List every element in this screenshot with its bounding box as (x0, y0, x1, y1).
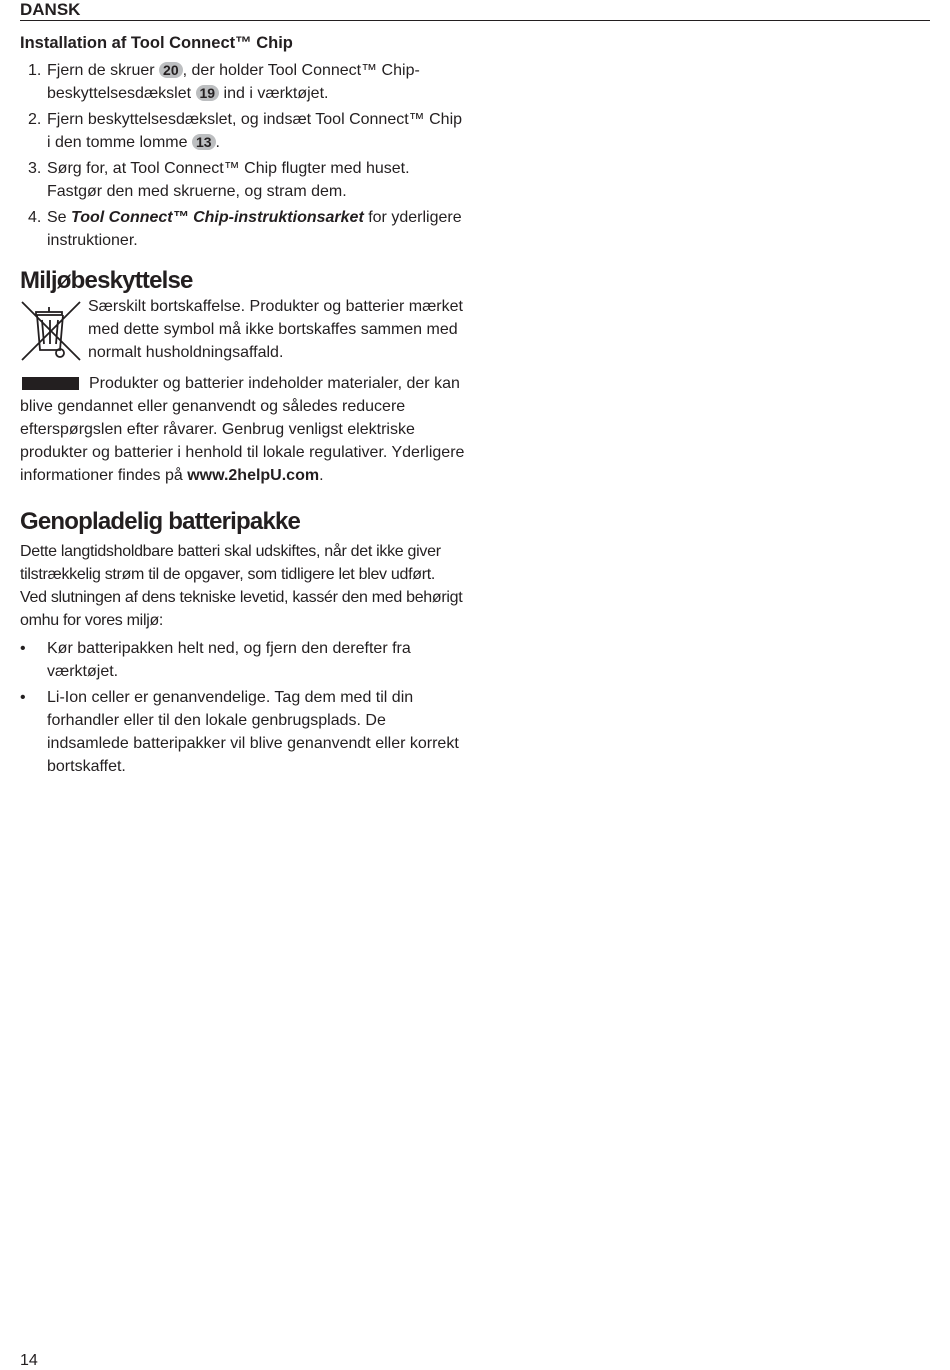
separate-collection-bar (22, 377, 79, 390)
weee-text: Særskilt bortskaffelse. Produkter og batterier mærket med dette symbol må ikke bortskaffes sammen med normalt husholdningsaffald. (88, 298, 463, 361)
callout-badge: 19 (196, 85, 220, 101)
content-column (20, 32, 465, 781)
battery-bullets (20, 637, 465, 778)
instruction-sheet-ref: Tool Connect™ Chip-instruktionsarket (71, 209, 364, 226)
list-item: 4. Se Tool Connect™ Chip-instruktionsarket for yderligere instruktioner. (28, 209, 462, 249)
support-url[interactable]: www.2helpU.com (187, 467, 320, 484)
list-item: • Kør batteripakken helt ned, og fjern den derefter fra værktøjet. (20, 640, 411, 680)
language-label: DANSK (20, 0, 81, 19)
crossed-out-wheelie-bin-icon (20, 300, 82, 362)
callout-badge: 20 (159, 62, 183, 78)
battery-body: Dette langtidsholdbare batteri skal udskiftes, når det ikke giver tilstrækkelig strøm til de opgaver, som tidligere let blev udført. Ved slutningen af dens tekniske levetid, kassér den med behørigt omhu for vores miljø: (20, 543, 463, 629)
page-number: 14 (20, 1352, 38, 1369)
list-item: 3. Sørg for, at Tool Connect™ Chip flugter med huset. Fastgør den med skruerne, og stram dem. (28, 160, 410, 200)
weee-block (20, 300, 465, 364)
callout-badge: 13 (192, 134, 216, 150)
install-title: Installation af Tool Connect™ Chip (20, 34, 293, 52)
install-steps (20, 59, 465, 252)
list-item: 1. Fjern de skruer 20 , der holder Tool Connect™ Chip-beskyttelsesdækslet 19 ind i værktøjet. (28, 62, 420, 102)
list-item: • Li-Ion celler er genanvendelige. Tag dem med til din forhandler eller til den lokale genbrugsplads. De indsamlede batteripakker vil blive genanvendt eller korrekt bortskaffet. (20, 689, 459, 775)
environment-title: Miljøbeskyttelse (20, 267, 193, 294)
list-item: 2. Fjern beskyttelsesdækslet, og indsæt Tool Connect™ Chip i den tomme lomme 13 . (28, 111, 463, 151)
page-header (20, 0, 930, 21)
recycle-paragraph: Produkter og batterier indeholder materialer, der kan blive gendannet eller genanvendt og således reducere efterspørgslen efter råvarer. Genbrug venligst elektriske produkter og batterier i henhold til lokale regulativer. Yderligere informationer findes på www.2helpU.com. (20, 375, 465, 484)
battery-title: Genopladelig batteripakke (20, 508, 301, 535)
